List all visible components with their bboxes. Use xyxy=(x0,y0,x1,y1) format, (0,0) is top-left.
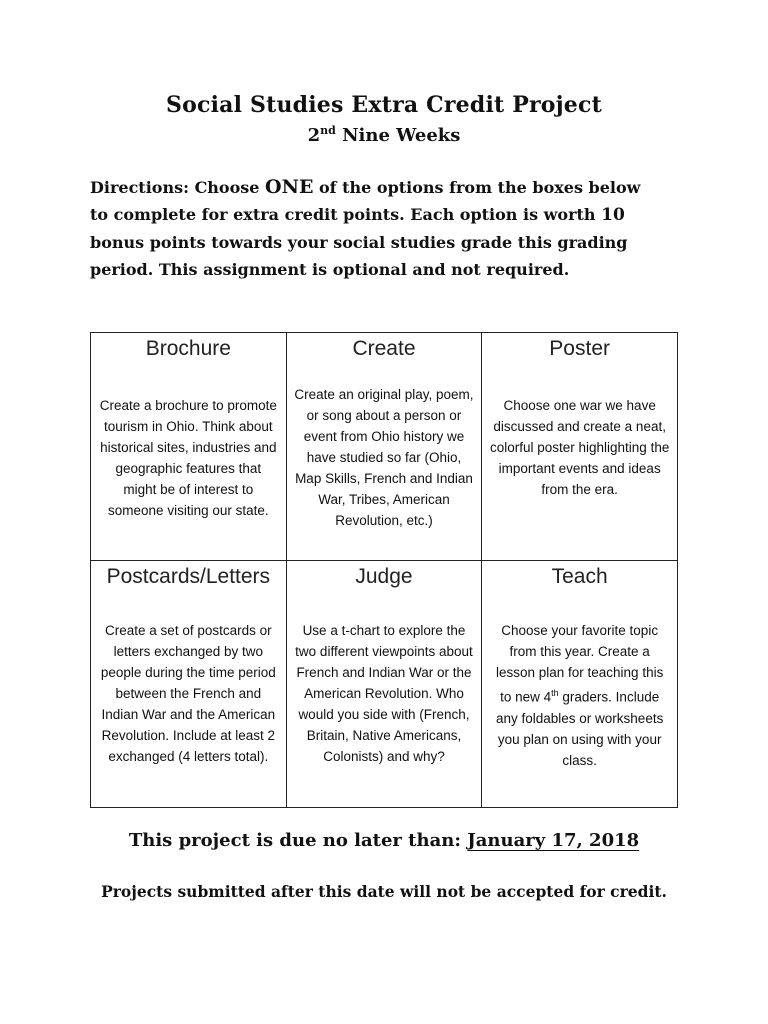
option-cell-judge xyxy=(286,561,482,808)
option-title-brochure: Brochure xyxy=(145,337,231,360)
option-title-teach: Teach xyxy=(551,565,608,588)
option-cell-postcards xyxy=(91,561,287,808)
due-date: January 17, 2018 xyxy=(467,830,640,851)
page-subtitle xyxy=(0,124,768,146)
teach-text-2: graders. Include any foldables or worksheets you plan on using with your class. xyxy=(495,689,664,768)
due-date-line xyxy=(0,830,768,851)
option-text-create: Create an original play, poem, or song about a person or event from Ohio history we have studied so far (Ohio, Map Skills, French and Indian War, Tribes, American Revolution, etc.) xyxy=(294,387,474,528)
directions-text-1: Directions: Choose xyxy=(90,178,266,197)
option-text-brochure: Create a brochure to promote tourism in Ohio. Think about historical sites, industries and geographic features that might be of interest to someone visiting our state. xyxy=(99,398,277,518)
teach-text-1: Choose your favorite topic from this year. Create a lesson plan for teaching this to new xyxy=(495,623,664,705)
teach-grade-ordinal: th xyxy=(551,688,559,698)
option-cell-brochure xyxy=(91,333,287,561)
option-text-judge: Use a t-chart to explore the two different viewpoints about French and Indian War or the American Revolution. Who would you side with (French, Britain, Native Americans, Colonists) and why? xyxy=(295,623,473,764)
directions-text-3: bonus points towards your social studies grade this grading period. This assignment is optional and not required. xyxy=(90,233,628,279)
options-row-2 xyxy=(91,561,678,808)
page-title: Social Studies Extra Credit Project xyxy=(166,92,602,118)
option-title-poster: Poster xyxy=(549,337,610,360)
directions-paragraph xyxy=(90,174,660,283)
option-title-judge: Judge xyxy=(355,565,413,588)
due-label: This project is due no later than: xyxy=(128,830,468,851)
subtitle-ordinal: nd xyxy=(320,124,336,137)
option-cell-poster xyxy=(482,333,678,561)
option-title-create: Create xyxy=(352,337,416,360)
subtitle-number: 2 xyxy=(307,125,321,146)
options-row-1 xyxy=(91,333,678,561)
directions-text-2: of the options from the boxes below to complete for extra credit points. Each option is worth xyxy=(90,178,641,224)
directions-emphasis-one: ONE xyxy=(265,176,314,198)
option-text-poster: Choose one war we have discussed and create a neat, colorful poster highlighting the important events and ideas from the era. xyxy=(489,398,670,497)
option-cell-teach xyxy=(482,561,678,808)
directions-emphasis-ten: 10 xyxy=(601,205,625,225)
options-grid xyxy=(90,332,678,808)
subtitle-text: Nine Weeks xyxy=(335,125,461,146)
option-title-postcards: Postcards/Letters xyxy=(106,565,271,588)
teach-grade-number: 4 xyxy=(543,689,552,705)
option-text-teach xyxy=(482,620,677,771)
late-notice: Projects submitted after this date will not be accepted for credit. xyxy=(101,882,667,901)
option-cell-create xyxy=(286,333,482,561)
option-text-postcards: Create a set of postcards or letters exchanged by two people during the time period between the French and Indian War and the American Revolution. Include at least 2 exchanged (4 letters total). xyxy=(100,623,276,764)
